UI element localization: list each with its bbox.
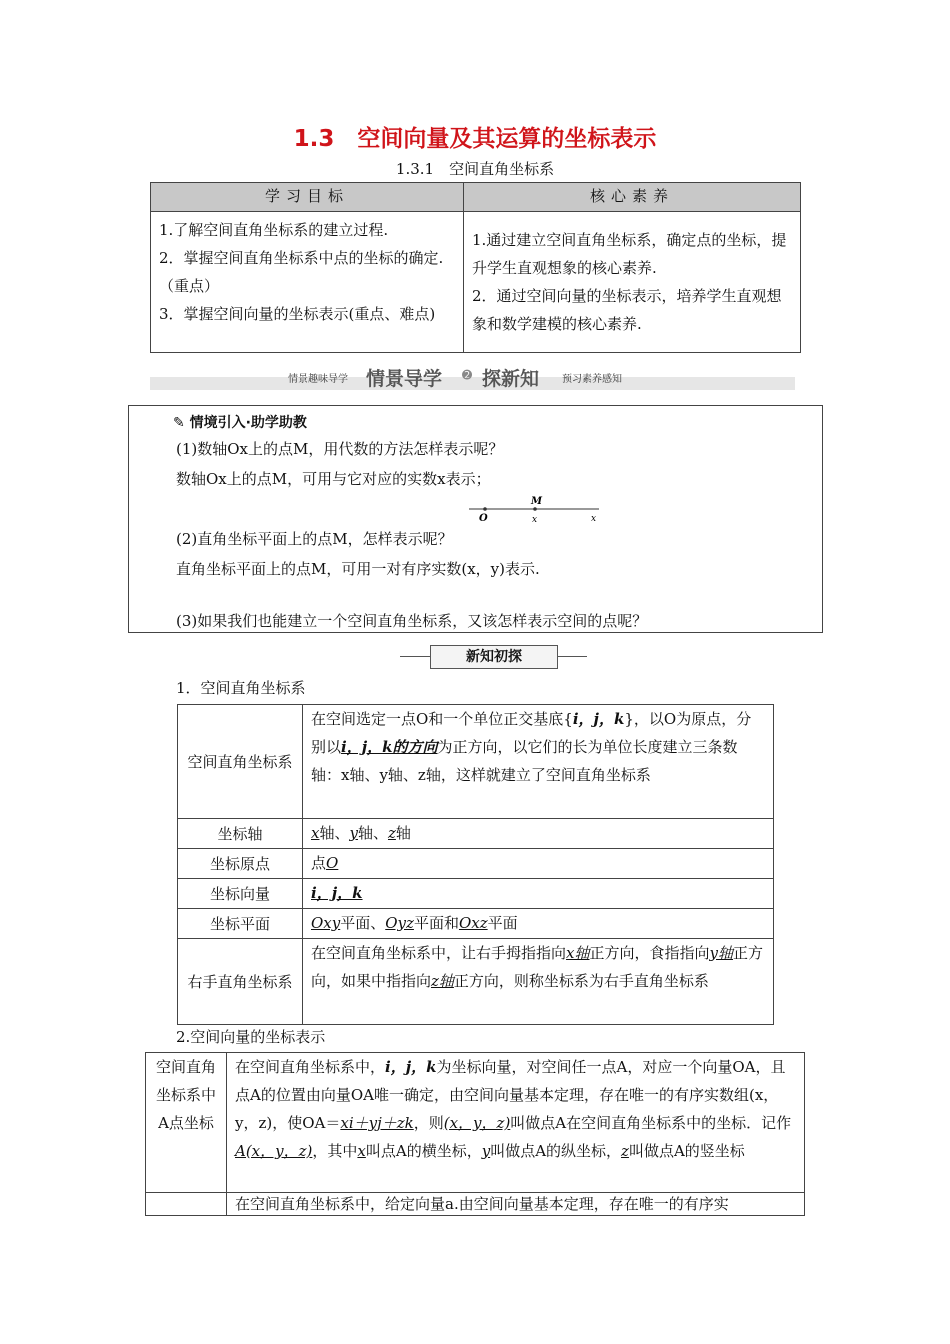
section-title: 新知初探: [430, 645, 558, 669]
answer-1: 数轴Ox上的点M，可用与它对应的实数x表示；: [176, 470, 491, 488]
label-cell: 坐标平面: [178, 909, 303, 939]
literacy-header: 核心素养: [464, 183, 801, 212]
page-title: 1.3 空间向量及其运算的坐标表示: [293, 126, 657, 152]
intro-heading: ✎ 情境引入·助学助教: [173, 415, 307, 431]
content-cell: i，j，k: [303, 879, 774, 909]
answer-2: 直角坐标平面上的点M，可用一对有序实数(x，y)表示.: [176, 560, 540, 578]
label-cell: 坐标轴: [178, 819, 303, 849]
content-cell: 在空间直角坐标系中，i，j，k为坐标向量，对空间任一点A，对应一个向量OA，且点A的位置由向量OA唯一确定，由空间向量基本定理，存在唯一的有序实数组(x，y，z)，使OA＝xi＋yj＋zk，则(x，y，z)叫做点A在空间直角坐标系中的坐标．记作A(x，y，z)，其中x叫点A的横坐标，y叫做点A的纵坐标，z叫做点A的竖坐标: [227, 1053, 805, 1193]
objectives-header: 学习目标: [151, 183, 464, 212]
item-1-heading: 1．空间直角坐标系: [176, 679, 306, 697]
section-banner: [150, 358, 795, 390]
axis-label: x: [591, 514, 597, 524]
point-m-label: M: [531, 496, 543, 507]
content-cell: 在空间直角坐标系中，给定向量a.由空间向量基本定理，存在唯一的有序实: [227, 1193, 805, 1216]
intro-box: [128, 405, 823, 633]
arrow-icon: ➋: [462, 368, 473, 382]
objectives-table: [150, 182, 801, 353]
banner-left-caption: 情景趣味导学: [288, 374, 348, 385]
literacy-item: 2．通过空间向量的坐标表示，培养学生直观想象和数学建模的核心素养.: [472, 287, 782, 333]
label-cell: 右手直角坐标系: [178, 939, 303, 1025]
literacy-item: 1.通过建立空间直角坐标系，确定点的坐标，提升学生直观想象的核心素养.: [472, 231, 787, 277]
goal-item: 1.了解空间直角坐标系的建立过程.: [159, 221, 389, 239]
item-2-heading: 2.空间向量的坐标表示: [176, 1028, 326, 1046]
content-cell: 在空间选定一点O和一个单位正交基底{i，j，k}，以O为原点，分别以i，j，k的方向为正方向，以它们的长为单位长度建立三条数轴：x轴、y轴、z轴，这样就建立了空间直角坐标系: [303, 705, 774, 819]
content-cell: 点O: [303, 849, 774, 879]
point-m: [533, 507, 537, 511]
vector-coordinate-table: [145, 1052, 805, 1216]
question-1: (1)数轴Ox上的点M，用代数的方法怎样表示呢？: [176, 440, 504, 458]
label-cell: [146, 1193, 227, 1216]
goal-item: 3．掌握空间向量的坐标表示(重点、难点): [159, 305, 436, 323]
banner-right-caption: 预习素养感知: [562, 374, 622, 385]
pencil-icon: ✎: [173, 415, 185, 431]
content-cell: x轴、y轴、z轴: [303, 819, 774, 849]
title-rule-left: [400, 656, 430, 657]
objectives-list: [151, 212, 464, 353]
banner-title-2: 探新知: [482, 368, 540, 390]
point-m-value: x: [532, 515, 538, 524]
coordinate-system-table: [177, 704, 774, 1025]
question-3: (3)如果我们也能建立一个空间直角坐标系，又该怎样表示空间的点呢？: [176, 612, 648, 630]
origin-label: O: [479, 513, 488, 524]
number-line-figure: [469, 494, 609, 524]
page-subtitle: 1.3.1 空间直角坐标系: [395, 160, 555, 178]
label-cell: 空间直角坐标系: [178, 705, 303, 819]
title-rule-right: [557, 656, 587, 657]
content-cell: Oxy平面、Oyz平面和Oxz平面: [303, 909, 774, 939]
banner-title-1: 情景导学: [366, 368, 443, 390]
literacy-list: [464, 212, 801, 353]
label-cell: 坐标原点: [178, 849, 303, 879]
goal-item: 2．掌握空间直角坐标系中点的坐标的确定.（重点）: [159, 249, 444, 295]
content-cell: 在空间直角坐标系中，让右手拇指指向x轴正方向，食指指向y轴正方向，如果中指指向z轴正方向，则称坐标系为右手直角坐标系: [303, 939, 774, 1025]
label-cell: 坐标向量: [178, 879, 303, 909]
origin-point: [483, 507, 487, 511]
question-2: (2)直角坐标平面上的点M，怎样表示呢？: [176, 530, 453, 548]
label-cell: 空间直角坐标系中A点坐标: [146, 1053, 227, 1193]
